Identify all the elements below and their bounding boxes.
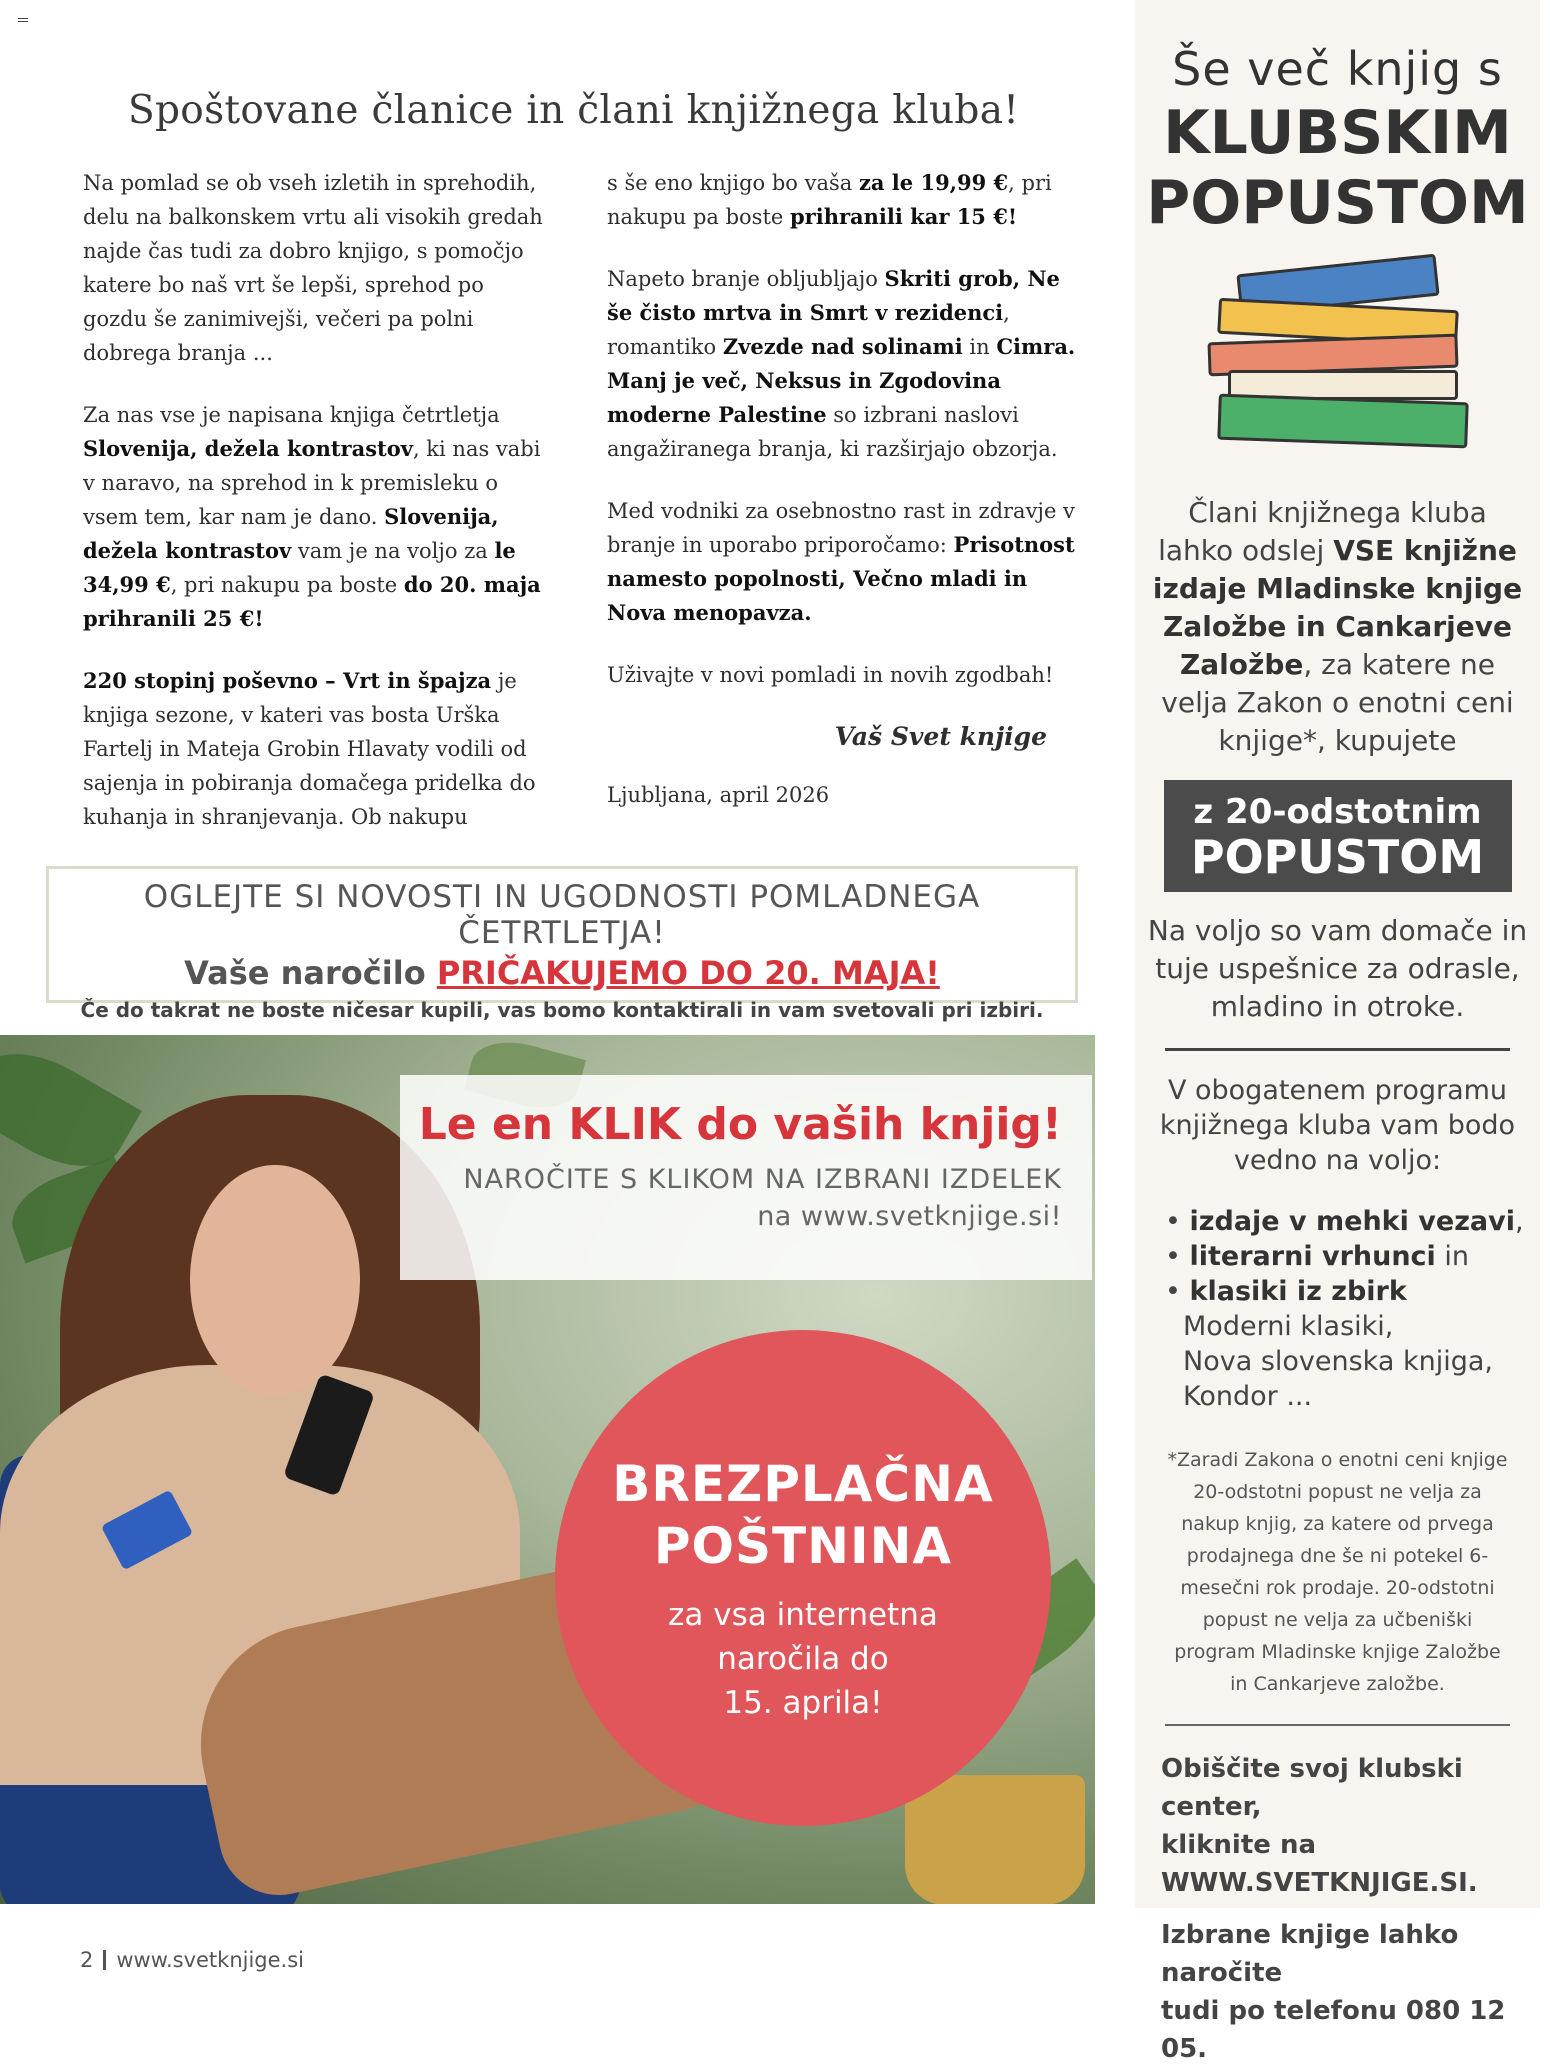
order-deadline-highlight: PRIČAKUJEMO DO 20. MAJA! — [436, 954, 940, 992]
list-item: • izdaje v mehki vezavi, — [1165, 1206, 1524, 1237]
footer-url[interactable]: www.svetknjige.si — [116, 1948, 305, 1972]
letter-paragraph-5: Napeto branje obljubljajo Skriti grob, Ne še čisto mrtva in Smrt v rezidenci, romantiko Zvezde nad solinami in Cimra. Manj je več, Neksus in Zgodovina moderne Palestine so izbrani naslovi angažiranega branja, ki razširjajo obzorja. — [607, 266, 1076, 461]
letter-right-column — [607, 166, 1077, 812]
sidebar-title-line2: KLUBSKIM — [1163, 98, 1512, 168]
discount-badge-line2: POPUSTOM — [1190, 830, 1485, 884]
letter-left-column — [83, 166, 543, 862]
free-shipping-badge — [555, 1330, 1051, 1826]
order-box-note: Če do takrat ne boste ničesar kupili, vas bomo kontaktirali in vam svetovali pri izbiri. — [80, 998, 1044, 1022]
klik-url[interactable]: na www.svetknjige.si! — [757, 1201, 1062, 1232]
letter-paragraph-4: s še eno knjigo bo vaša za le 19,99 €, pri nakupu pa boste prihranili kar 15 €! — [607, 170, 1052, 229]
free-shipping-details: za vsa internetna naročila do 15. aprila! — [668, 1597, 938, 1721]
sidebar-intro-text: Člani knjižnega kluba lahko odslej VSE knjižne izdaje Mladinske knjige Založbe in Cankarjeve Založbe, za katere ne velja Zakon o enotni ceni knjige*, kupujete — [1152, 496, 1523, 757]
order-box-deadline: Vaše naročilo PRIČAKUJEMO DO 20. MAJA! — [184, 954, 940, 992]
club-discount-sidebar — [1135, 0, 1540, 2064]
free-shipping-line1: BREZPLAČNA — [612, 1455, 994, 1513]
list-item: • klasiki iz zbirk — [1165, 1276, 1407, 1307]
sidebar-divider-2 — [1165, 1724, 1510, 1726]
letter-paragraph-2: Za nas vse je napisana knjiga četrtletja Slovenija, dežela kontrastov, ki nas vabi v naravo, na sprehod in k premisleku o vsem tem, kar nam je dano. Slovenija, dežela kontrastov vam je na voljo za le 34,99 €, pri nakupu pa boste do 20. maja prihranili 25 €! — [83, 403, 541, 631]
online-order-promo[interactable] — [0, 1035, 1095, 1904]
letter-closing: Uživajte v novi pomladi in novih zgodbah! — [607, 663, 1054, 687]
letter-paragraph-1: Na pomlad se ob vseh izletih in sprehodih, delu na balkonskem vrtu ali visokih gredah najde čas tudi za dobro knjigo, s pomočjo katere bo naš vrt še lepši, sprehod po gozdu še zanimivejši, večeri pa polni dobrega branja ... — [83, 171, 543, 365]
books-stack-illustration — [1198, 264, 1478, 464]
letter-place-date: Ljubljana, april 2026 — [607, 783, 830, 807]
menu-icon[interactable] — [18, 18, 28, 26]
sidebar-divider — [1165, 1048, 1510, 1051]
list-item-detail: Kondor ... — [1183, 1381, 1313, 1412]
sidebar-footnote: *Zaradi Zakona o enotni ceni knjige 20-odstotni popust ne velja za nakup knjig, za katere od prvega prodajnega dne še ni potekel 6-mesečni rok prodaje. 20-odstotni popust ne velja za učbeniški program Mladinske knjige Založbe in Cankarjeve založbe. — [1167, 1449, 1508, 1695]
discount-badge-line1: z 20-odstotnim — [1193, 792, 1482, 832]
page-number: 2 — [80, 1948, 94, 1972]
sidebar-title-line1: Še več knjig s — [1172, 42, 1503, 96]
order-box-headline: OGLEJTE SI NOVOSTI IN UGODNOSTI POMLADNEGA ČETRTLETJA! — [143, 879, 981, 951]
letter-signature: Vaš Svet knjige — [834, 722, 1047, 751]
free-shipping-line2: POŠTNINA — [653, 1517, 953, 1575]
sidebar-bestsellers-text: Na voljo so vam domače in tuje uspešnice za odrasle, mladino in otroke. — [1147, 914, 1528, 1023]
sidebar-visit-text: Obiščite svoj klubski center, kliknite na WWW.SVETKNJIGE.SI. — [1135, 1750, 1540, 1902]
list-item-detail: Nova slovenska knjiga, — [1183, 1346, 1493, 1377]
discount-badge — [1164, 780, 1512, 892]
letter-heading: Spoštovane članice in člani knjižnega kluba! — [128, 88, 1020, 133]
order-deadline-box — [46, 866, 1078, 1022]
sidebar-program-text: V obogatenem programu knjižnega kluba vam bodo vedno na voljo: — [1159, 1075, 1516, 1176]
sidebar-program-list — [1165, 1204, 1540, 1414]
sidebar-website-link[interactable]: kliknite na WWW.SVETKNJIGE.SI. — [1161, 1830, 1478, 1898]
klik-subtitle: NAROČITE S KLIKOM NA IZBRANI IZDELEK — [463, 1164, 1062, 1195]
sidebar-title-line3: POPUSTOM — [1146, 168, 1529, 238]
list-item: • literarni vrhunci in — [1165, 1241, 1470, 1272]
klik-panel — [400, 1075, 1092, 1280]
sidebar-phone-text: Izbrane knjige lahko naročite tudi po telefonu 080 12 05. — [1161, 1920, 1506, 2064]
list-item-detail: Moderni klasiki, — [1183, 1311, 1394, 1342]
letter-paragraph-3: 220 stopinj poševno – Vrt in špajza je knjiga sezone, v kateri vas bosta Urška Fartelj in Mateja Grobin Hlavaty vodili od sajenja in pobiranja domačega pridelka do kuhanja in shranjevanja. Ob nakupu — [83, 668, 536, 829]
letter-paragraph-6: Med vodniki za osebnostno rast in zdravje v branje in uporabo priporočamo: Prisotnost namesto popolnosti, Večno mladi in Nova menopavza. — [607, 499, 1075, 625]
klik-title: Le en KLIK do vaših knjig! — [418, 1099, 1062, 1150]
page-footer — [80, 1948, 304, 1972]
